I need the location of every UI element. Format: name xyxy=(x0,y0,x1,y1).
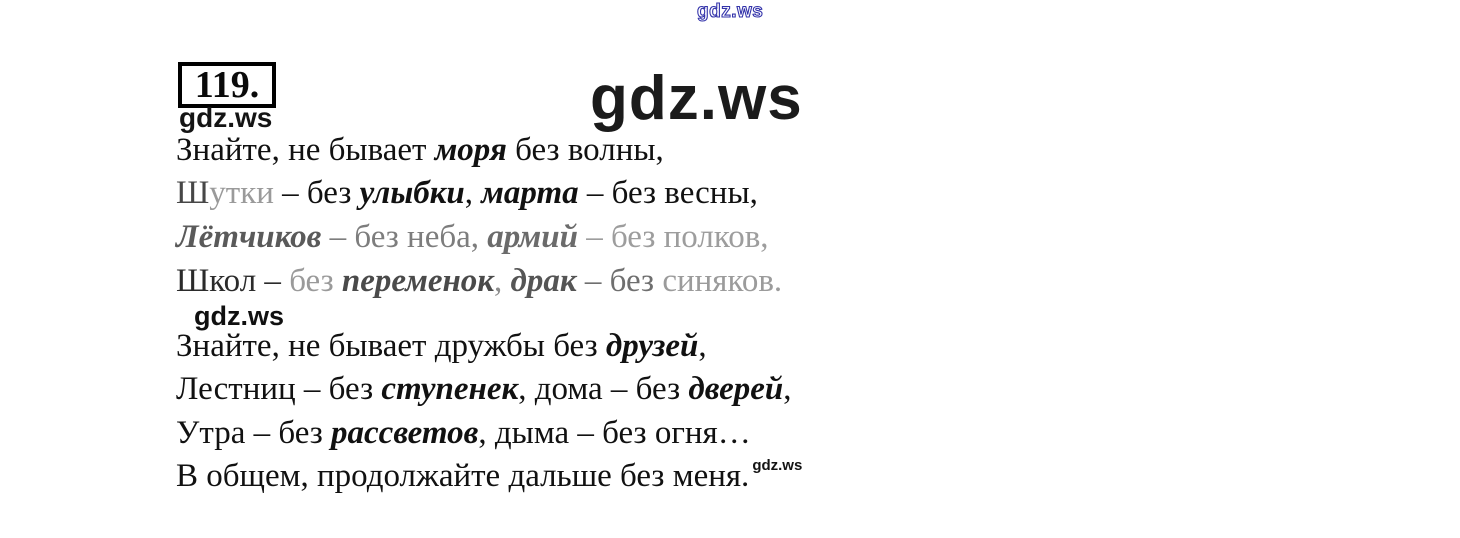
answer-word: марта xyxy=(481,175,579,211)
poem-text-segment: , дыма – без огня… xyxy=(478,415,751,451)
answer-word: Лётчиков xyxy=(176,219,322,255)
poem-text-segment: , xyxy=(464,175,482,211)
poem-line xyxy=(176,261,782,301)
answer-word: драк xyxy=(510,263,577,299)
poem-line xyxy=(176,217,769,257)
poem-text-segment: Ш xyxy=(176,175,210,211)
answer-word: переменок xyxy=(341,263,495,299)
poem-text-segment: Знайте, не бывает xyxy=(176,132,435,168)
poem-line xyxy=(176,413,751,453)
site-title: gdz.ws xyxy=(590,64,803,133)
poem-text-segment: , дома – без xyxy=(518,371,689,407)
poem-text-segment: – без неба, xyxy=(321,219,488,255)
answer-word: улыбки xyxy=(359,175,465,211)
answer-word: друзей xyxy=(605,328,699,364)
poem-text-segment: – без весны, xyxy=(578,175,758,211)
poem-text-segment: , xyxy=(783,371,792,407)
poem-text-segment: синяков. xyxy=(662,263,783,299)
poem-line xyxy=(176,130,664,170)
poem-text-segment: – без xyxy=(273,175,360,211)
watermark-under-box: gdz.ws xyxy=(179,102,273,133)
answer-word: моря xyxy=(434,132,507,168)
answer-word: армий xyxy=(487,219,578,255)
poem-line xyxy=(176,456,803,502)
top-outline-watermark: gdz.ws xyxy=(697,1,764,22)
middle-watermark: gdz.ws xyxy=(194,301,285,331)
poem-text-segment: – без xyxy=(576,263,663,299)
poem-text-segment: Утра – без xyxy=(176,415,332,451)
poem-text-segment: утки xyxy=(209,175,274,211)
poem-text-segment: Школ – xyxy=(176,263,290,299)
answer-word: дверей xyxy=(688,371,784,407)
poem-text-segment: , xyxy=(698,328,707,364)
poem-text-segment: – без полков, xyxy=(577,219,769,255)
poem-line xyxy=(176,326,707,366)
inline-end-watermark: gdz.ws xyxy=(752,457,803,474)
poem-text-segment: Лестниц – без xyxy=(176,371,382,407)
poem-text-segment: В общем, продолжайте дальше без меня. xyxy=(176,458,750,494)
poem-text-segment: без волны, xyxy=(506,132,664,168)
exercise-number: 119. xyxy=(194,64,260,106)
answer-word: рассветов xyxy=(331,415,479,451)
poem-text-segment: Знайте, не бывает дружбы без xyxy=(176,328,606,364)
poem-text-segment: , xyxy=(494,263,511,299)
answer-word: ступенек xyxy=(381,371,519,407)
poem-line xyxy=(176,369,791,409)
poem-line xyxy=(176,173,758,213)
poem-text-segment: без xyxy=(289,263,342,299)
